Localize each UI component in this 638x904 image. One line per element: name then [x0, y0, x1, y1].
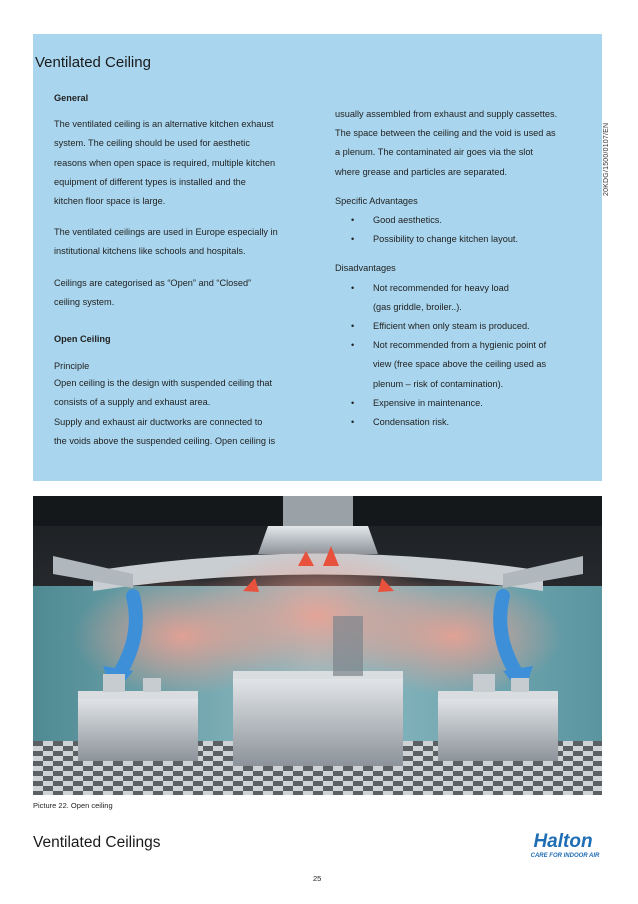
general-line: reasons when open space is required, multiple kitchen	[54, 157, 276, 168]
disadvantage-item: • Not recommended from a hygienic point of	[335, 336, 595, 355]
europe-line: institutional kitchens like schools and hospitals.	[54, 246, 246, 257]
principle-heading: Principle	[54, 361, 90, 372]
categories-line: ceiling system.	[54, 296, 115, 307]
disadvantage-item: • Expensive in maintenance.	[335, 394, 595, 413]
continuation-line: a plenum. The contaminated air goes via the slot	[335, 147, 533, 158]
logo-wordmark: Halton	[533, 831, 593, 852]
general-heading: General	[54, 93, 89, 103]
text-panel	[33, 34, 602, 481]
halton-logo	[523, 829, 603, 861]
advantages-heading: Specific Advantages	[335, 195, 418, 206]
open-ceiling-heading: Open Ceiling	[54, 334, 111, 345]
principle-line: consists of a supply and exhaust area.	[54, 397, 211, 408]
principle-line: the voids above the suspended ceiling. Open ceiling is	[54, 435, 276, 446]
disadvantage-item: • Efficient when only steam is produced.	[335, 317, 595, 336]
advantages-list	[335, 211, 595, 249]
general-line: system. The ceiling should be used for aesthetic	[54, 138, 250, 149]
page-number: 25	[313, 874, 322, 883]
general-line: equipment of different types is installed and the	[54, 176, 246, 187]
principle-line: Supply and exhaust air ductworks are connected to	[54, 416, 263, 427]
kitchen-scene-graphic	[33, 496, 602, 795]
advantage-item: • Good aesthetics.	[335, 211, 595, 230]
footer-title: Ventilated Ceilings	[33, 834, 161, 851]
categories-line: Ceilings are categorised as “Open” and “Closed”	[54, 277, 252, 288]
disadvantages-heading: Disadvantages	[335, 263, 396, 274]
europe-line: The ventilated ceilings are used in Europe especially in	[54, 227, 278, 238]
disadvantage-item: • Not recommended for heavy load	[335, 279, 595, 298]
continuation-line: usually assembled from exhaust and supply cassettes.	[335, 109, 558, 119]
continuation-line: where grease and particles are separated.	[335, 166, 508, 177]
kitchen-illustration	[33, 496, 602, 795]
advantage-item: • Possibility to change kitchen layout.	[335, 230, 595, 249]
left-column	[54, 89, 314, 451]
disadvantage-item-cont: view (free space above the ceiling used as	[373, 359, 547, 370]
disadvantage-item-cont: (gas griddle, broiler..).	[373, 301, 462, 312]
general-line: The ventilated ceiling is an alternative kitchen exhaust	[54, 119, 274, 130]
general-line: kitchen floor space is large.	[54, 196, 166, 207]
logo-tagline: CARE FOR INDOOR AIR	[530, 853, 600, 859]
disadvantages-list	[335, 279, 595, 433]
halton-logo-graphic	[523, 829, 603, 861]
principle-line: Open ceiling is the design with suspended ceiling that	[54, 378, 273, 389]
figure-caption: Picture 22. Open ceiling	[33, 801, 113, 810]
right-column	[335, 105, 595, 432]
document-code: 20KDG/1500/0107/EN	[603, 122, 610, 196]
disadvantage-item: • Condensation risk.	[335, 413, 595, 432]
disadvantage-item-cont: plenum – risk of contamination).	[373, 378, 504, 389]
section-title: Ventilated Ceiling	[35, 54, 151, 71]
continuation-line: The space between the ceiling and the void is used as	[335, 128, 556, 139]
